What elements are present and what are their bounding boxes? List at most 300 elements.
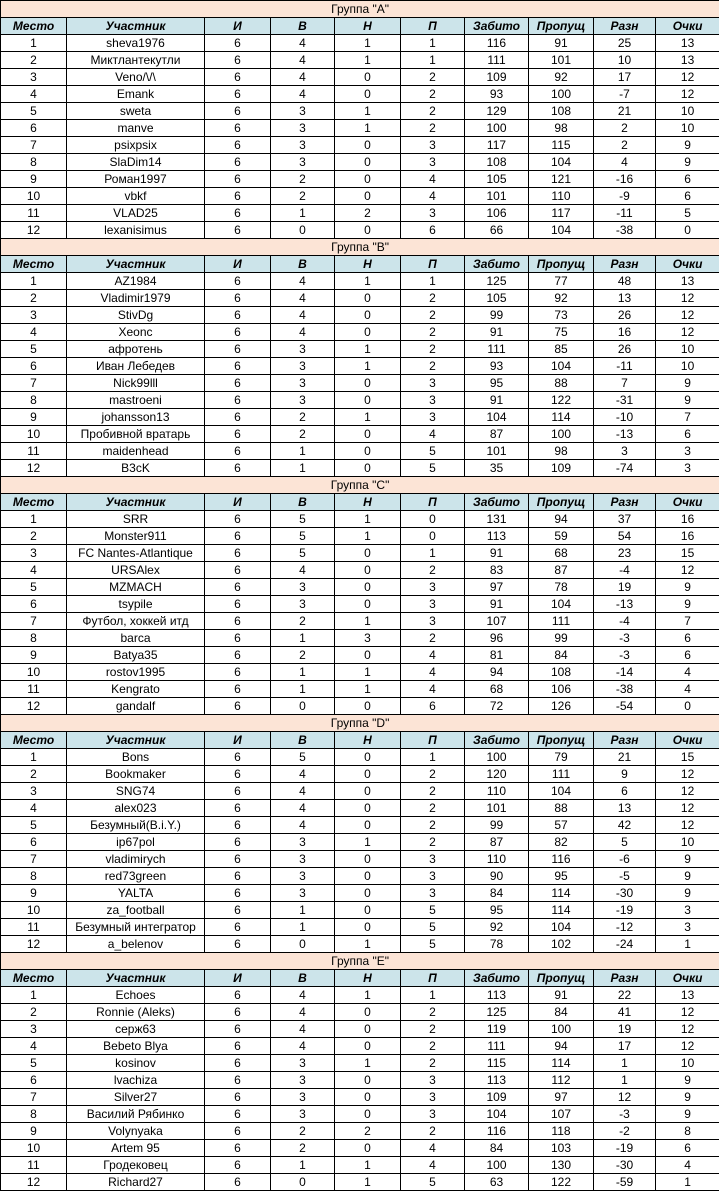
col-diff: 19	[594, 579, 656, 596]
col-conceded: 85	[529, 341, 594, 358]
col-place: 4	[1, 562, 67, 579]
header-col-draws: Н	[335, 970, 401, 987]
col-diff: 26	[594, 307, 656, 324]
col-games: 6	[205, 783, 271, 800]
col-scored: 111	[465, 52, 529, 69]
col-scored: 63	[465, 1174, 529, 1191]
col-points: 1	[656, 1174, 719, 1191]
col-diff: 26	[594, 341, 656, 358]
col-points: 9	[656, 1106, 719, 1123]
group-title: Группа "A"	[1, 1, 719, 18]
col-wins: 4	[271, 324, 335, 341]
table-row	[1, 86, 719, 103]
col-draws: 0	[335, 562, 401, 579]
col-conceded: 117	[529, 205, 594, 222]
header-col-participant: Участник	[67, 732, 205, 749]
col-points: 9	[656, 154, 719, 171]
col-scored: 116	[465, 1123, 529, 1140]
col-games: 6	[205, 52, 271, 69]
col-participant: gandalf	[67, 698, 205, 715]
col-diff: 48	[594, 273, 656, 290]
table-row	[1, 324, 719, 341]
table-row	[1, 579, 719, 596]
table-row	[1, 800, 719, 817]
col-games: 6	[205, 579, 271, 596]
col-place: 7	[1, 1089, 67, 1106]
col-scored: 97	[465, 579, 529, 596]
table-row	[1, 460, 719, 477]
col-conceded: 91	[529, 35, 594, 52]
col-losses: 5	[401, 902, 465, 919]
col-diff: -2	[594, 1123, 656, 1140]
col-place: 4	[1, 324, 67, 341]
col-games: 6	[205, 290, 271, 307]
col-draws: 0	[335, 647, 401, 664]
col-diff: -4	[594, 613, 656, 630]
col-points: 9	[656, 392, 719, 409]
header-col-diff: Разн	[594, 732, 656, 749]
col-scored: 113	[465, 528, 529, 545]
col-draws: 0	[335, 868, 401, 885]
header-col-games: И	[205, 18, 271, 35]
col-scored: 117	[465, 137, 529, 154]
col-diff: -19	[594, 902, 656, 919]
col-place: 12	[1, 936, 67, 953]
col-diff: 17	[594, 69, 656, 86]
col-scored: 100	[465, 749, 529, 766]
col-scored: 84	[465, 1140, 529, 1157]
col-scored: 92	[465, 919, 529, 936]
col-losses: 1	[401, 545, 465, 562]
col-games: 6	[205, 409, 271, 426]
col-draws: 0	[335, 460, 401, 477]
col-place: 12	[1, 460, 67, 477]
header-col-scored: Забито	[465, 970, 529, 987]
col-draws: 0	[335, 222, 401, 239]
header-col-wins: В	[271, 256, 335, 273]
col-participant: Василий Рябинко	[67, 1106, 205, 1123]
col-losses: 5	[401, 443, 465, 460]
col-wins: 1	[271, 443, 335, 460]
col-place: 2	[1, 766, 67, 783]
col-wins: 4	[271, 1004, 335, 1021]
col-participant: Monster911	[67, 528, 205, 545]
col-draws: 1	[335, 120, 401, 137]
col-diff: 22	[594, 987, 656, 1004]
col-place: 11	[1, 681, 67, 698]
col-losses: 2	[401, 1004, 465, 1021]
col-participant: Xeonc	[67, 324, 205, 341]
col-conceded: 112	[529, 1072, 594, 1089]
col-diff: 1	[594, 1072, 656, 1089]
col-draws: 1	[335, 511, 401, 528]
col-place: 1	[1, 273, 67, 290]
col-draws: 1	[335, 103, 401, 120]
table-row	[1, 426, 719, 443]
col-participant: Nick99lll	[67, 375, 205, 392]
col-games: 6	[205, 987, 271, 1004]
col-conceded: 92	[529, 290, 594, 307]
col-points: 12	[656, 766, 719, 783]
table-row	[1, 392, 719, 409]
col-participant: Artem 95	[67, 1140, 205, 1157]
col-losses: 2	[401, 341, 465, 358]
col-wins: 4	[271, 783, 335, 800]
col-diff: -9	[594, 188, 656, 205]
table-row	[1, 647, 719, 664]
col-place: 5	[1, 579, 67, 596]
col-diff: -38	[594, 681, 656, 698]
col-losses: 2	[401, 120, 465, 137]
col-diff: 6	[594, 783, 656, 800]
col-place: 4	[1, 1038, 67, 1055]
col-participant: SNG74	[67, 783, 205, 800]
col-participant: lexanisimus	[67, 222, 205, 239]
col-place: 8	[1, 1106, 67, 1123]
col-participant: mastroeni	[67, 392, 205, 409]
col-losses: 2	[401, 307, 465, 324]
col-scored: 111	[465, 341, 529, 358]
col-scored: 93	[465, 86, 529, 103]
col-scored: 91	[465, 392, 529, 409]
header-col-games: И	[205, 494, 271, 511]
col-wins: 3	[271, 868, 335, 885]
col-games: 6	[205, 1004, 271, 1021]
col-draws: 0	[335, 596, 401, 613]
col-scored: 95	[465, 902, 529, 919]
col-wins: 2	[271, 613, 335, 630]
header-col-diff: Разн	[594, 970, 656, 987]
col-participant: YALTA	[67, 885, 205, 902]
col-draws: 1	[335, 358, 401, 375]
col-place: 10	[1, 188, 67, 205]
col-games: 6	[205, 358, 271, 375]
col-place: 3	[1, 307, 67, 324]
col-place: 9	[1, 885, 67, 902]
col-losses: 4	[401, 1157, 465, 1174]
col-wins: 3	[271, 851, 335, 868]
header-col-wins: В	[271, 970, 335, 987]
col-diff: -13	[594, 596, 656, 613]
col-participant: red73green	[67, 868, 205, 885]
header-col-conceded: Пропущ	[529, 18, 594, 35]
col-games: 6	[205, 375, 271, 392]
col-place: 8	[1, 154, 67, 171]
col-diff: -14	[594, 664, 656, 681]
header-col-losses: П	[401, 494, 465, 511]
col-games: 6	[205, 324, 271, 341]
col-draws: 1	[335, 987, 401, 1004]
col-games: 6	[205, 664, 271, 681]
col-place: 6	[1, 1072, 67, 1089]
col-diff: -3	[594, 647, 656, 664]
col-points: 3	[656, 460, 719, 477]
col-wins: 4	[271, 35, 335, 52]
col-draws: 0	[335, 324, 401, 341]
col-points: 9	[656, 137, 719, 154]
col-points: 12	[656, 1004, 719, 1021]
col-conceded: 104	[529, 358, 594, 375]
col-wins: 3	[271, 579, 335, 596]
col-participant: manve	[67, 120, 205, 137]
col-diff: 21	[594, 103, 656, 120]
col-diff: -19	[594, 1140, 656, 1157]
column-header-row	[1, 494, 719, 511]
col-participant: Футбол, хоккей итд	[67, 613, 205, 630]
col-scored: 110	[465, 783, 529, 800]
header-col-losses: П	[401, 732, 465, 749]
col-losses: 5	[401, 936, 465, 953]
col-points: 6	[656, 647, 719, 664]
col-place: 11	[1, 1157, 67, 1174]
col-games: 6	[205, 222, 271, 239]
col-diff: 10	[594, 52, 656, 69]
col-diff: -10	[594, 409, 656, 426]
col-games: 6	[205, 205, 271, 222]
col-conceded: 110	[529, 188, 594, 205]
col-conceded: 126	[529, 698, 594, 715]
table-row	[1, 307, 719, 324]
table-row	[1, 1072, 719, 1089]
col-participant: Безумный(B.i.Y.)	[67, 817, 205, 834]
col-losses: 3	[401, 409, 465, 426]
table-row	[1, 52, 719, 69]
table-row	[1, 885, 719, 902]
col-place: 6	[1, 834, 67, 851]
col-losses: 2	[401, 630, 465, 647]
col-scored: 100	[465, 120, 529, 137]
col-games: 6	[205, 426, 271, 443]
col-points: 12	[656, 562, 719, 579]
header-col-games: И	[205, 732, 271, 749]
col-diff: 21	[594, 749, 656, 766]
col-losses: 2	[401, 834, 465, 851]
col-scored: 87	[465, 834, 529, 851]
col-losses: 2	[401, 103, 465, 120]
col-participant: VLAD25	[67, 205, 205, 222]
col-place: 5	[1, 103, 67, 120]
col-conceded: 115	[529, 137, 594, 154]
col-participant: AZ1984	[67, 273, 205, 290]
col-diff: -11	[594, 205, 656, 222]
col-participant: Batya35	[67, 647, 205, 664]
col-conceded: 100	[529, 1021, 594, 1038]
col-place: 2	[1, 1004, 67, 1021]
col-diff: 23	[594, 545, 656, 562]
col-games: 6	[205, 273, 271, 290]
col-points: 12	[656, 86, 719, 103]
col-wins: 2	[271, 426, 335, 443]
col-draws: 0	[335, 1021, 401, 1038]
col-participant: FC Nantes-Atlantique	[67, 545, 205, 562]
table-row	[1, 562, 719, 579]
col-draws: 1	[335, 1157, 401, 1174]
col-conceded: 111	[529, 766, 594, 783]
col-draws: 0	[335, 579, 401, 596]
col-participant: Безумный интегратор	[67, 919, 205, 936]
col-wins: 3	[271, 834, 335, 851]
group-title-row	[1, 239, 719, 256]
header-col-wins: В	[271, 494, 335, 511]
col-conceded: 88	[529, 375, 594, 392]
col-scored: 116	[465, 35, 529, 52]
col-wins: 0	[271, 222, 335, 239]
group-title: Группа "E"	[1, 953, 719, 970]
col-participant: Bebeto Blya	[67, 1038, 205, 1055]
col-conceded: 108	[529, 103, 594, 120]
col-points: 4	[656, 664, 719, 681]
group-title-row	[1, 1, 719, 18]
table-row	[1, 409, 719, 426]
col-conceded: 114	[529, 1055, 594, 1072]
table-row	[1, 290, 719, 307]
col-conceded: 107	[529, 1106, 594, 1123]
col-conceded: 116	[529, 851, 594, 868]
col-diff: 4	[594, 154, 656, 171]
table-row	[1, 511, 719, 528]
col-diff: -6	[594, 851, 656, 868]
col-scored: 125	[465, 273, 529, 290]
col-points: 7	[656, 613, 719, 630]
col-scored: 84	[465, 885, 529, 902]
col-conceded: 114	[529, 885, 594, 902]
header-col-place: Место	[1, 732, 67, 749]
table-row	[1, 1157, 719, 1174]
col-games: 6	[205, 460, 271, 477]
col-wins: 1	[271, 664, 335, 681]
col-place: 9	[1, 647, 67, 664]
col-points: 16	[656, 511, 719, 528]
col-points: 3	[656, 902, 719, 919]
col-points: 16	[656, 528, 719, 545]
table-row	[1, 817, 719, 834]
col-wins: 2	[271, 171, 335, 188]
col-participant: za_football	[67, 902, 205, 919]
col-scored: 101	[465, 443, 529, 460]
col-games: 6	[205, 902, 271, 919]
header-col-points: Очки	[656, 732, 719, 749]
col-losses: 3	[401, 596, 465, 613]
col-scored: 109	[465, 1089, 529, 1106]
col-conceded: 109	[529, 460, 594, 477]
col-wins: 3	[271, 341, 335, 358]
col-losses: 2	[401, 1021, 465, 1038]
col-losses: 3	[401, 613, 465, 630]
col-scored: 109	[465, 69, 529, 86]
col-wins: 4	[271, 290, 335, 307]
col-diff: 2	[594, 120, 656, 137]
col-games: 6	[205, 443, 271, 460]
col-losses: 5	[401, 460, 465, 477]
col-diff: 13	[594, 290, 656, 307]
col-conceded: 98	[529, 120, 594, 137]
col-games: 6	[205, 698, 271, 715]
col-losses: 2	[401, 766, 465, 783]
col-draws: 0	[335, 137, 401, 154]
col-scored: 131	[465, 511, 529, 528]
header-col-conceded: Пропущ	[529, 256, 594, 273]
col-diff: 17	[594, 1038, 656, 1055]
col-conceded: 114	[529, 409, 594, 426]
header-col-diff: Разн	[594, 18, 656, 35]
col-losses: 1	[401, 749, 465, 766]
col-diff: -12	[594, 919, 656, 936]
table-row	[1, 919, 719, 936]
table-row	[1, 154, 719, 171]
col-points: 12	[656, 69, 719, 86]
col-games: 6	[205, 868, 271, 885]
col-wins: 4	[271, 1038, 335, 1055]
col-place: 3	[1, 783, 67, 800]
col-conceded: 73	[529, 307, 594, 324]
col-place: 1	[1, 35, 67, 52]
col-conceded: 97	[529, 1089, 594, 1106]
col-points: 12	[656, 817, 719, 834]
col-losses: 3	[401, 392, 465, 409]
col-losses: 0	[401, 511, 465, 528]
col-games: 6	[205, 817, 271, 834]
col-conceded: 104	[529, 596, 594, 613]
col-scored: 125	[465, 1004, 529, 1021]
group-title: Группа "B"	[1, 239, 719, 256]
col-place: 3	[1, 69, 67, 86]
col-conceded: 104	[529, 154, 594, 171]
col-place: 9	[1, 171, 67, 188]
col-wins: 3	[271, 103, 335, 120]
col-losses: 4	[401, 188, 465, 205]
col-place: 6	[1, 596, 67, 613]
col-losses: 4	[401, 681, 465, 698]
col-scored: 99	[465, 307, 529, 324]
col-participant: johansson13	[67, 409, 205, 426]
col-diff: 13	[594, 800, 656, 817]
col-wins: 4	[271, 69, 335, 86]
col-diff: 1	[594, 1055, 656, 1072]
col-wins: 1	[271, 681, 335, 698]
col-games: 6	[205, 834, 271, 851]
col-draws: 0	[335, 171, 401, 188]
col-participant: sweta	[67, 103, 205, 120]
col-wins: 3	[271, 392, 335, 409]
table-row	[1, 1174, 719, 1191]
col-scored: 105	[465, 290, 529, 307]
col-draws: 0	[335, 1004, 401, 1021]
col-games: 6	[205, 1021, 271, 1038]
col-place: 8	[1, 392, 67, 409]
table-row	[1, 664, 719, 681]
col-diff: 9	[594, 766, 656, 783]
col-conceded: 118	[529, 1123, 594, 1140]
col-scored: 93	[465, 358, 529, 375]
col-diff: -13	[594, 426, 656, 443]
col-diff: 19	[594, 1021, 656, 1038]
col-diff: -38	[594, 222, 656, 239]
col-diff: 41	[594, 1004, 656, 1021]
table-row	[1, 1004, 719, 1021]
col-scored: 113	[465, 1072, 529, 1089]
col-place: 11	[1, 919, 67, 936]
col-conceded: 121	[529, 171, 594, 188]
col-wins: 4	[271, 52, 335, 69]
table-row	[1, 987, 719, 1004]
col-points: 10	[656, 358, 719, 375]
col-games: 6	[205, 630, 271, 647]
header-col-points: Очки	[656, 18, 719, 35]
header-col-place: Место	[1, 256, 67, 273]
col-place: 10	[1, 1140, 67, 1157]
col-participant: Volynyaka	[67, 1123, 205, 1140]
col-losses: 2	[401, 817, 465, 834]
